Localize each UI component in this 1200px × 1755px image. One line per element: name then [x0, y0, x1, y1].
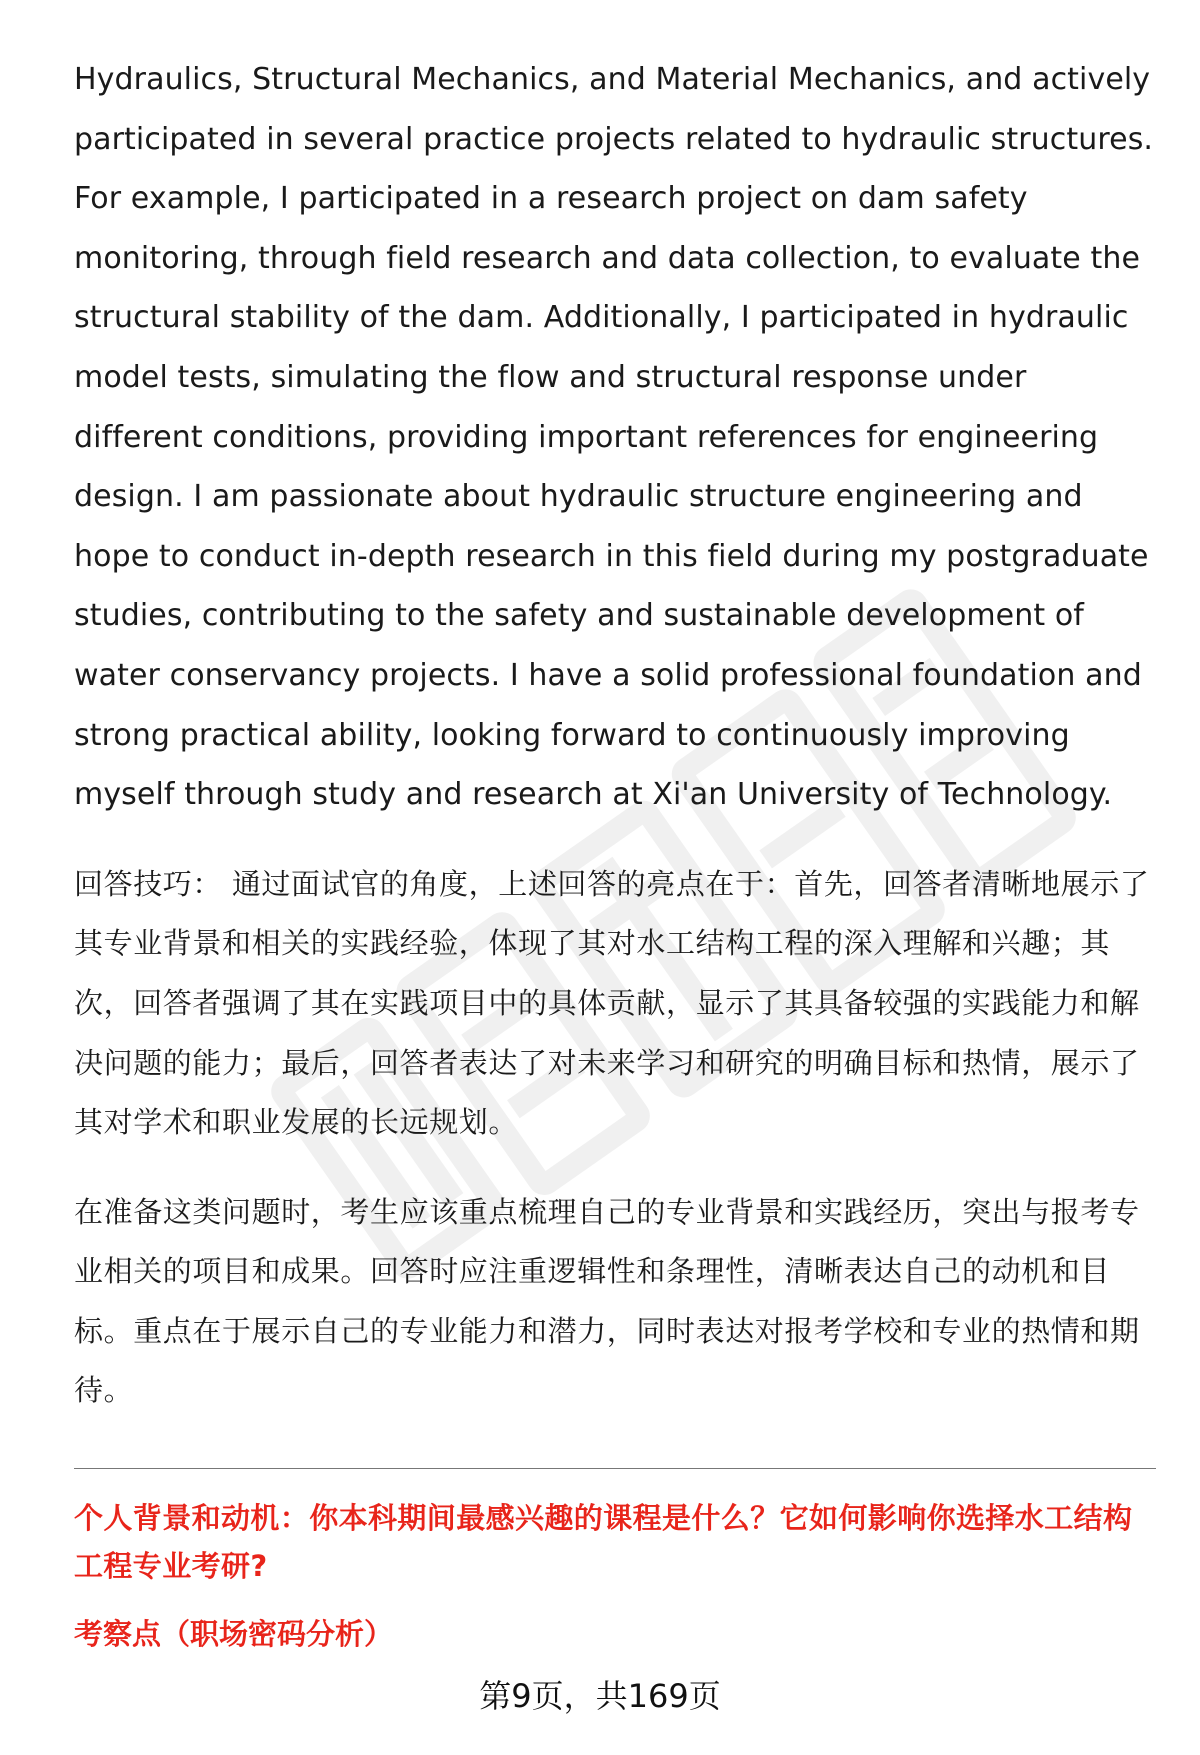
- page-number: 第9页，共169页: [479, 1677, 721, 1715]
- preparation-advice-paragraph: 在准备这类问题时，考生应该重点梳理自己的专业背景和实践经历，突出与报考专业相关的项目和成果。回答时应注重逻辑性和条理性，清晰表达自己的动机和目标。重点在于展示自己的专业能力和潜力，同时表达对报考学校和专业的热情和期待。: [74, 1194, 1140, 1408]
- answer-paragraph: Hydraulics, Structural Mechanics, and Material Mechanics, and actively participated in several practice projects related to hydraulic structures. For example, I participated in a research project on dam safety monitoring, through field research and data collection, to evaluate the structural stability of the dam. Additionally, I participated in hydraulic model tests, simulating the flow and structural response under different conditions, providing important references for engineering design. I am passionate about hydraulic structure engineering and hope to conduct in-depth research in this field during my postgraduate studies, contributing to the safety and sustainable development of water conservancy projects. I have a solid professional foundation and strong practical ability, looking forward to continuously improving myself through study and research at Xi'an University of Technology.: [74, 62, 1154, 813]
- document-body: [74, 50, 1156, 1451]
- answer-tips-paragraph: 回答技巧： 通过面试官的角度，上述回答的亮点在于：首先，回答者清晰地展示了其专业背景和相关的实践经验，体现了其对水工结构工程的深入理解和兴趣；其次，回答者强调了其在实践项目中的具体贡献，显示了其具备较强的实践能力和解决问题的能力；最后，回答者表达了对未来学习和研究的明确目标和热情，展示了其对学术和职业发展的长远规划。: [74, 866, 1150, 1140]
- section-divider: [74, 1468, 1156, 1469]
- assessment-points-heading: 考察点（职场密码分析）: [74, 1617, 394, 1651]
- next-question-heading: 个人背景和动机：你本科期间最感兴趣的课程是什么？它如何影响你选择水工结构工程专业考研?: [74, 1501, 1133, 1583]
